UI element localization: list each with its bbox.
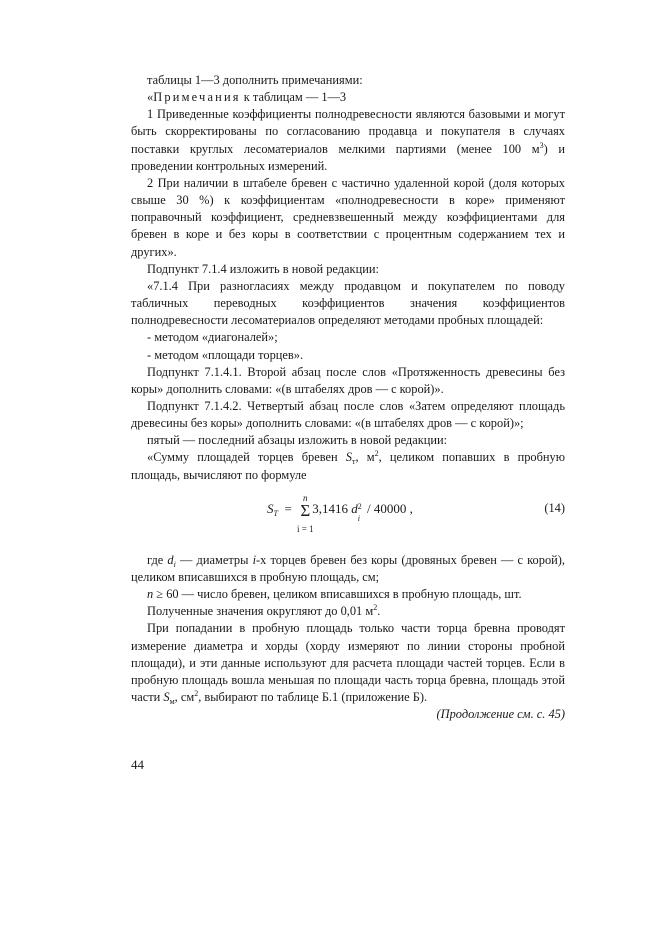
rounding-end: . bbox=[377, 604, 381, 619]
summation-upper: n bbox=[303, 492, 308, 503]
summation-lower: i = 1 bbox=[297, 523, 314, 534]
paragraph-714-text: «7.1.4 При разногласиях между продавцом и покупателем по поводу табличных переводных коэффициентов значения коэффициентов полнодревесности лесоматериалов определяют методами пробных площадей: bbox=[131, 278, 565, 328]
paragraph-intro: таблицы 1—3 дополнить примечаниями: bbox=[147, 73, 363, 87]
where-text-c: -х торцев бревен без коры (дровяных бревен — с корой), целиком вписавшихся в пробную площадь, см; bbox=[131, 552, 565, 584]
continuation-note: (Продолжение см. с. 45) bbox=[436, 707, 565, 722]
rounding-sup: 2 bbox=[373, 603, 378, 613]
note-1-end: ) и проведении контрольных измерений. bbox=[131, 141, 565, 173]
formula-equals: = bbox=[284, 500, 292, 516]
sum-areas-text-b: , м bbox=[355, 450, 375, 465]
paragraph-sum-areas bbox=[131, 449, 565, 483]
where-i: i bbox=[252, 552, 257, 567]
note-1-sup: 3 bbox=[539, 140, 544, 150]
sum-areas-text-c: , целиком попавших в пробную площадь, вычисляют по формуле bbox=[131, 450, 566, 482]
paragraph-n bbox=[131, 586, 565, 603]
notes-heading bbox=[131, 89, 565, 106]
symbol-s-sub: т bbox=[352, 457, 356, 467]
sum-areas-sup: 2 bbox=[374, 449, 379, 459]
partial-text-b: , см bbox=[174, 690, 195, 704]
where-text-a: где bbox=[147, 552, 168, 567]
paragraph-partial-ends bbox=[131, 620, 565, 706]
body-text bbox=[131, 72, 565, 723]
symbol-sm: S bbox=[163, 690, 170, 704]
note-1 bbox=[131, 106, 565, 175]
where-text-b: — диаметры bbox=[175, 552, 253, 567]
paragraph-rounding bbox=[131, 603, 565, 620]
note-1-text: 1 Приведенные коэффициенты полнодревесности являются базовыми и могут быть скорректированы по согласованию продавца и покупателя в случаях поставки круглых лесоматериалов мелкими партиями (менее 100 м bbox=[131, 107, 565, 156]
symbol-n: n bbox=[147, 587, 154, 602]
symbol-s: S bbox=[345, 450, 352, 465]
n-text: ≥ 60 — число бревен, целиком вписавшихся в пробную площадь, шт. bbox=[153, 587, 522, 602]
paragraph-fifth: пятый — последний абзацы изложить в новой редакции: bbox=[147, 433, 448, 448]
formula-lhs: S bbox=[267, 500, 274, 516]
note-2: 2 При наличии в штабеле бревен с частично удаленной корой (доля которых свыше 30 %) к коэффициентам «полнодревесности в коре» применяют поправочный коэффициент, средневзвешенный между коэффициентами для бревен в коре и без коры в соответствии с процентным содержанием тех и других». bbox=[131, 175, 565, 259]
formula-tail: / 40000 , bbox=[367, 500, 413, 516]
rounding-text: Полученные значения округляют до 0,01 м bbox=[147, 604, 374, 619]
quote-open: « bbox=[147, 90, 154, 105]
sum-areas-text-a: «Сумму площадей торцев бревен bbox=[147, 450, 346, 465]
where-d-sub: i bbox=[173, 559, 176, 569]
page-number: 44 bbox=[131, 757, 144, 772]
paragraph-7141: Подпункт 7.1.4.1. Второй абзац после слов «Протяженность древесины без коры» дополнить словами: «(в штабелях дров — с корой)». bbox=[131, 364, 565, 396]
formula-d: d bbox=[351, 500, 358, 516]
formula-14 bbox=[131, 492, 565, 546]
paragraph-7142: Подпункт 7.1.4.2. Четвертый абзац после слов «Затем определяют площадь древесины без коры» дополнить словами: «(в штабелях дров — с корой)»; bbox=[131, 398, 565, 431]
list-item-diagonal: - методом «диагоналей»; bbox=[147, 330, 278, 345]
summation-sign bbox=[297, 492, 314, 534]
where-d: d bbox=[167, 552, 174, 567]
formula-coefficient: 3,1416 bbox=[312, 500, 349, 516]
formula-lhs-sub: T bbox=[273, 508, 278, 518]
partial-sup: 2 bbox=[194, 689, 199, 698]
paragraph-subclause-714: Подпункт 7.1.4 изложить в новой редакции: bbox=[147, 261, 379, 276]
symbol-sm-sub: м bbox=[169, 697, 175, 706]
summation-symbol: Σ bbox=[300, 500, 311, 520]
formula-number: (14) bbox=[544, 500, 565, 515]
notes-heading-word: Примечания bbox=[153, 90, 241, 105]
paragraph-where bbox=[131, 552, 565, 586]
formula-expression: $S_T$ = n Σ i = 1 3,1416 d 2 i / 40000 , bbox=[267, 500, 413, 519]
partial-text-c: , выбирают по таблице Б.1 (приложение Б). bbox=[198, 690, 428, 704]
notes-heading-rest: к таблицам — 1—3 bbox=[240, 90, 347, 105]
list-item-end-area: - методом «площади торцев». bbox=[147, 347, 304, 362]
partial-text-a: При попадании в пробную площадь только части торца бревна проводят измерение диаметра и хорды (хорду измеряют по линии стороны пробной площади), и эти данные используют для расчета площади частей торцев. Если в пробную площадь вошла меньшая по площади часть торца бревна, площадь этой части bbox=[131, 621, 565, 704]
